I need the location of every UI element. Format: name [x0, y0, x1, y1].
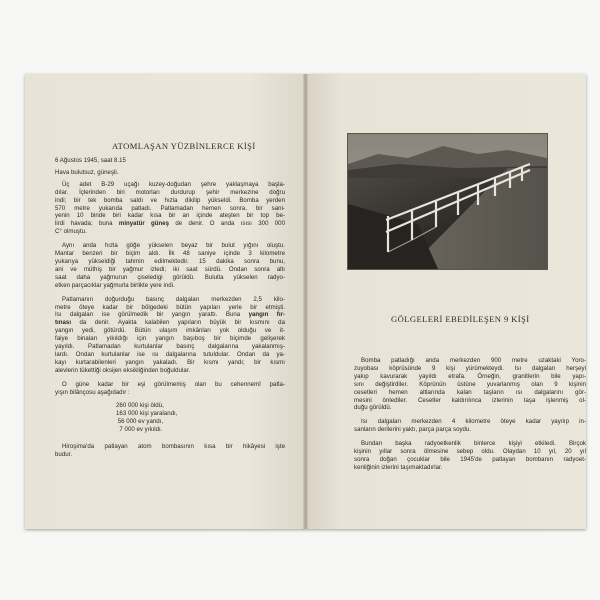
- text-line: metre öteye kadar bir bölgedeki bütün yapıları yerle bir etmişti.: [55, 303, 285, 311]
- left-page-title: ATOMLAŞAN YÜZBİNLERCE KİŞİ: [112, 141, 256, 151]
- text-line: Üç adet B-29 uçağı kuzey-doğudan şehre yaklaşmaya başla-: [62, 180, 285, 188]
- text-line: Bomba patladığı anda merkezden 900 metre uzaktaki Yoro-: [361, 357, 586, 364]
- text-line: kayı kurtarabilenleri yangın yakaladı. Bir kısmı yandı; bir kısmı: [55, 358, 285, 366]
- text-line: saat daha yağmurun çiseledigi görüldü. Bulutla yükselen radyo-: [55, 273, 285, 281]
- text-line: 7 000 ev yıkıldı.: [116, 426, 163, 434]
- text-line: yışın bilânçosu aşağıdadır :: [55, 388, 130, 396]
- paragraph-3: [55, 296, 285, 375]
- casualty-stats: [55, 402, 285, 434]
- text-line: faiye binaları yıkıldığı için yangın başıboş bir biçimde gelişerek: [55, 335, 285, 343]
- text-line: mesini önlediler. Cesetler kaldırılınca izlerinin taşa işlenmiş ol-: [354, 396, 586, 404]
- text-line: alevlerin tükettiği oksijen eksikliğinden boğuldular.: [55, 366, 191, 374]
- text-line: yangın yedi, götürdü. Bütün ulaşım imkânları yok olduğu ve it-: [55, 327, 285, 335]
- paragraph-5: [55, 443, 285, 459]
- text-line: etken parçacıklar yağmurla birlikte yere indi.: [55, 281, 175, 289]
- text-line: yayıldı. Patlamadan kurtulanlar basınç dalgalarına yakalanmış-: [55, 343, 285, 351]
- text-line: O güne kadar bir eşi görülmemiş olan bu cehennemî patla-: [62, 380, 285, 388]
- text-line: dılar. İçlerinden biri motorları durdurup şehir merkezine doğru: [55, 188, 285, 196]
- text-line: zuyobası köprüsünde 9 kişi yürümekteydi. Isı dalgaları herşeyi: [354, 364, 586, 372]
- text-line: duğu görüldü.: [354, 404, 392, 412]
- text-line: Hiroşima'da patlayan atom bombasının kısa bir hikâyesi işte: [62, 443, 285, 451]
- text-line: yukarıya yükseldiği tahmin edilmektedir. 15 dakika sonra bunu,: [55, 257, 285, 265]
- book-spread: [25, 74, 586, 529]
- text-line: ani ve müthiş bir yağmur izledi; iki saat sürdü. Ondan sonra altı: [55, 265, 285, 273]
- text-line: sanların derilerini yaktı, parça parça soydu.: [354, 426, 472, 434]
- text-line: indi; bir tek bomba saldı ve hızla dikilip yükseldi. Bomba yerden: [55, 196, 285, 204]
- text-line: Isı dalgaları ise görülmedik bir yangın yarattı. Buna yangın fır-: [55, 311, 285, 319]
- paragraph-2: [55, 242, 285, 289]
- text-line: cesetleri hemen altlarında kalan taşların ısı dalgalarını gör-: [354, 388, 586, 396]
- text-line: tınası da denir. Ayakta kalabilen yapıların büyük bir kısmını da: [55, 319, 285, 327]
- left-page-body: [55, 157, 285, 459]
- text-line: Bundan başka radyoetkenlik binlerce kişiyi etkiledi. Birçok: [361, 440, 586, 448]
- paragraph-4: [55, 381, 285, 397]
- text-line: sını değiştirdiler. Köprünün üstüne yuvarlanmış olan 9 kişinin: [354, 380, 586, 388]
- text-line: 163 000 kişi yaralandı,: [116, 410, 178, 418]
- book-gutter: [303, 74, 308, 529]
- right-paragraph-3: [354, 440, 586, 472]
- bridge-photo-icon: [348, 134, 547, 269]
- text-line: sonra doğan çocuklar bile 1945'de patlayan bombanın radyoet-: [354, 455, 586, 463]
- text-line: yakıp kavurarak yayıldı etrafa. Örneğin, granitlerin bile yapı-: [354, 372, 586, 380]
- text-line: C° olmuştu.: [55, 228, 87, 236]
- right-page-title: GÖLGELERİ EBEDİLEŞEN 9 KİŞİ: [391, 314, 530, 324]
- date-line: 6 Ağustos 1945, saat 8.15: [55, 157, 126, 164]
- text-line: lardı. Ondan kurtulanlar ise ısı dalgalarına tutuldular. Ondan da ya-: [55, 350, 285, 358]
- text-line: kişinin yıllar sonra ölmesine sebep oldu. Olaydan 10 yıl, 20 yıl: [354, 448, 586, 456]
- weather-line: Hava bulutsuz, güneşli.: [55, 168, 119, 176]
- text-line: Aynı anda hızla göğe yükselen beyaz bir bulut yığını oluştu.: [62, 242, 285, 250]
- paragraph-1: [55, 181, 285, 236]
- right-paragraph-1: [354, 357, 586, 412]
- text-line: Patlamanın doğurduğu basınç dalgaları merkezden 2,5 kilo-: [62, 295, 285, 303]
- text-line: lirdi havada; buna minyatür güneş de denir. O anda ısısı 300 000: [55, 220, 285, 228]
- bridge-photo: [347, 133, 548, 270]
- text-line: Isı dalgaları merkezden 4 kilometre öteye kadar yayılıp in-: [361, 418, 586, 426]
- text-line: yenin 10 binde biri kadar kısa bir an içinde ateşten bir top be-: [55, 212, 285, 220]
- right-paragraph-2: [354, 418, 586, 434]
- right-page-body: [354, 357, 586, 472]
- text-line: 56 000 ev yandı,: [116, 418, 164, 426]
- text-line: Mantar benzeri bir biçim aldı. İlk 48 saniye içinde 3 kilometre: [55, 250, 285, 258]
- text-line: 570 metre yukarıda patladı. Patlamadan hemen sonra, bir sani-: [55, 204, 285, 212]
- text-line: 260 000 kişi öldü,: [116, 402, 164, 410]
- text-line: budur.: [55, 451, 73, 458]
- text-line: kenliğinin izlerini taşımaktadırlar.: [354, 463, 443, 471]
